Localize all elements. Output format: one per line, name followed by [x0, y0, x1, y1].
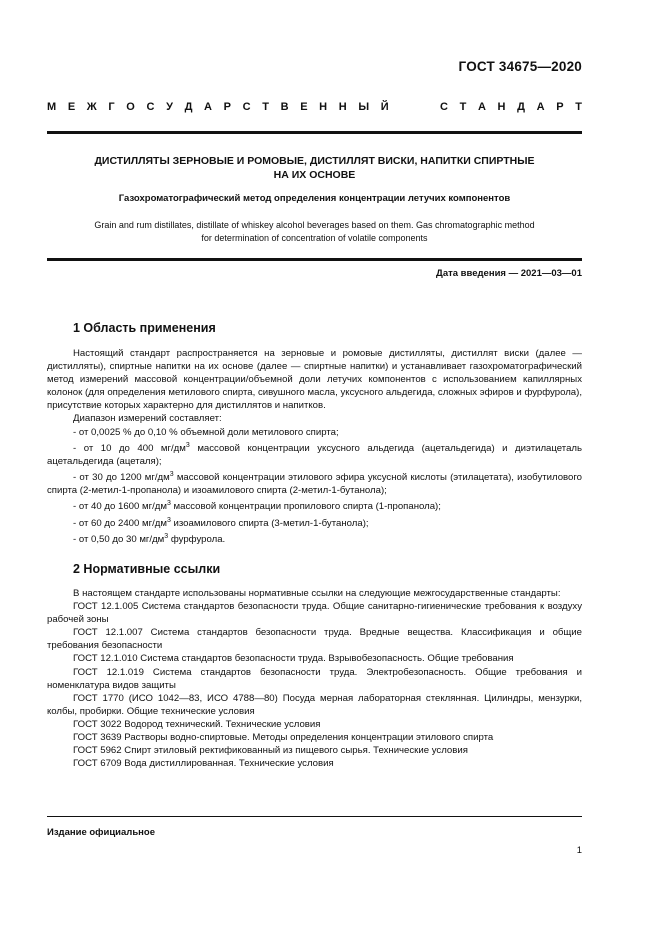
english-title-line-2: for determination of concentration of volatile components: [201, 232, 428, 243]
english-title-line-1: Grain and rum distillates, distillate of whiskey alcohol beverages based on them. Gas chromatographic method: [94, 220, 535, 230]
unit-superscript: 3: [166, 500, 171, 508]
reference-item: ГОСТ 12.1.010 Система стандартов безопасности труда. Взрывобезопасность. Общие требования: [73, 653, 514, 665]
banner-letter: Н: [338, 101, 347, 113]
banner-letter: С: [242, 101, 251, 113]
range-item: [47, 514, 582, 530]
footer-rule: [47, 816, 582, 817]
document-title: [47, 154, 582, 182]
banner-letter: А: [204, 101, 212, 113]
title-bottom-rule: [47, 258, 582, 261]
range-list: [47, 426, 582, 547]
reference-item: ГОСТ 12.1.019 Система стандартов безопасности труда. Электробезопасность. Общие требования и номенклатура видов защиты: [47, 666, 582, 691]
banner-letter: С: [439, 101, 448, 113]
banner-letter: С: [146, 101, 155, 113]
range-item-text: - от 0,0025 % до 0,10 % объемной доли метилового спирта;: [73, 426, 339, 438]
banner-letter: Т: [459, 101, 467, 113]
range-item: [47, 439, 582, 468]
reference-item: ГОСТ 3022 Водород технический. Технические условия: [73, 718, 321, 730]
range-item-text: фурфурола.: [168, 534, 226, 546]
range-item-text: - от 60 до 2400 мг/дм: [73, 517, 167, 529]
range-item-text: - от 40 до 1600 мг/дм: [73, 501, 167, 513]
banner-letter: Р: [556, 101, 564, 113]
banner-letter: Н: [497, 101, 506, 113]
unit-superscript: 3: [169, 471, 174, 479]
page-number: 1: [576, 845, 582, 856]
banner-letter: Й: [380, 101, 389, 113]
reference-list: [47, 600, 582, 770]
title-line-2: НА ИХ ОСНОВЕ: [273, 169, 356, 181]
range-item-text: - от 30 до 1200 мг/дм: [73, 472, 170, 484]
range-item-text: - от 0,50 до 30 мг/дм: [73, 534, 165, 546]
top-rule: [47, 131, 582, 134]
range-item-text: массовой концентрации этилового эфира уксусной кислоты (этилацетата), изобутилового спирта (2-метил-1-пропанола) и изоамилового спирта (2-метил-1-бутанола);: [47, 472, 582, 497]
interstate-standard-banner: [47, 101, 582, 113]
range-item: [47, 530, 582, 546]
range-item: [47, 497, 582, 513]
banner-word-gap: [400, 101, 428, 113]
official-edition-label: Издание официальное: [47, 827, 155, 838]
banner-letter: О: [126, 101, 135, 113]
reference-item: ГОСТ 12.1.007 Система стандартов безопасности труда. Вредные вещества. Классификация и общие требования безопасности: [47, 627, 582, 652]
range-item-text: - от 10 до 400 мг/дм: [73, 442, 186, 454]
banner-letter: В: [280, 101, 289, 113]
title-line-1: ДИСТИЛЛЯТЫ ЗЕРНОВЫЕ И РОМОВЫЕ, ДИСТИЛЛЯТ ВИСКИ, НАПИТКИ СПИРТНЫЕ: [94, 155, 535, 167]
banner-letter: А: [477, 101, 486, 113]
section-1-heading: 1 Область применения: [73, 321, 216, 335]
unit-superscript: 3: [164, 532, 169, 540]
section-2-body: [47, 587, 582, 770]
section-1-body: [47, 347, 582, 546]
banner-letter: Д: [517, 101, 525, 113]
banner-letter: Т: [575, 101, 582, 113]
introduction-date: Дата введения — 2021—03—01: [436, 268, 582, 279]
banner-letter: Т: [262, 101, 269, 113]
banner-letter: Р: [223, 101, 231, 113]
unit-superscript: 3: [166, 516, 171, 524]
reference-item: ГОСТ 6709 Вода дистиллированная. Технические условия: [73, 758, 334, 770]
banner-letter: М: [47, 101, 57, 113]
banner-letter: Ж: [86, 101, 97, 113]
banner-letter: Г: [108, 101, 115, 113]
banner-letter: Н: [319, 101, 328, 113]
reference-item: ГОСТ 12.1.005 Система стандартов безопасности труда. Общие санитарно-гигиенические требования к воздуху рабочей зоны: [47, 601, 582, 626]
range-item: [47, 426, 582, 439]
range-item: [47, 468, 582, 497]
section-1-paragraph: Настоящий стандарт распространяется на зерновые и ромовые дистилляты, дистиллят виски (далее — дистилляты), спиртные напитки на их основе (далее — спиртные напитки) и устанавливает газохроматографический метод измерений массовой концентрации/объемной доли летучих компонентов с использованием капиллярных колонок (для определения метилового спирта, сивушного масла, уксусного альдегида, сложных эфиров и фурфурола), присутствие которых характерно для дистиллятов и напитков.: [47, 348, 582, 412]
banner-letter: У: [166, 101, 173, 113]
range-item-text: массовой концентрации уксусного альдегида (ацетальдегида) и диэтилацеталь ацетальдегида (ацеталя);: [47, 442, 583, 467]
banner-letter: Д: [184, 101, 193, 113]
document-subtitle: Газохроматографический метод определения концентрации летучих компонентов: [118, 193, 511, 204]
reference-item: ГОСТ 5962 Спирт этиловый ректификованный из пищевого сырья. Технические условия: [73, 745, 468, 757]
range-item-text: изоамилового спирта (3-метил-1-бутанола);: [170, 517, 369, 529]
reference-item: ГОСТ 1770 (ИСО 1042—83, ИСО 4788—80) Посуда мерная лабораторная стеклянная. Цилиндры, мензурки, колбы, пробирки. Общие технические условия: [47, 692, 582, 717]
banner-letter: А: [536, 101, 545, 113]
range-intro: Диапазон измерений составляет:: [73, 413, 222, 425]
range-item-text: массовой концентрации пропилового спирта (1-пропанола);: [170, 501, 441, 513]
english-title: [47, 219, 582, 244]
section-2-heading: 2 Нормативные ссылки: [73, 562, 221, 576]
gost-code: ГОСТ 34675—2020: [458, 59, 582, 74]
banner-letter: Ы: [358, 101, 370, 113]
unit-superscript: 3: [185, 441, 190, 449]
reference-item: ГОСТ 3639 Растворы водно-спиртовые. Методы определения концентрации этилового спирта: [73, 732, 494, 744]
banner-letter: Е: [300, 101, 308, 113]
banner-letter: Е: [67, 101, 76, 113]
section-2-intro: В настоящем стандарте использованы нормативные ссылки на следующие межгосударственные стандарты:: [73, 588, 561, 599]
